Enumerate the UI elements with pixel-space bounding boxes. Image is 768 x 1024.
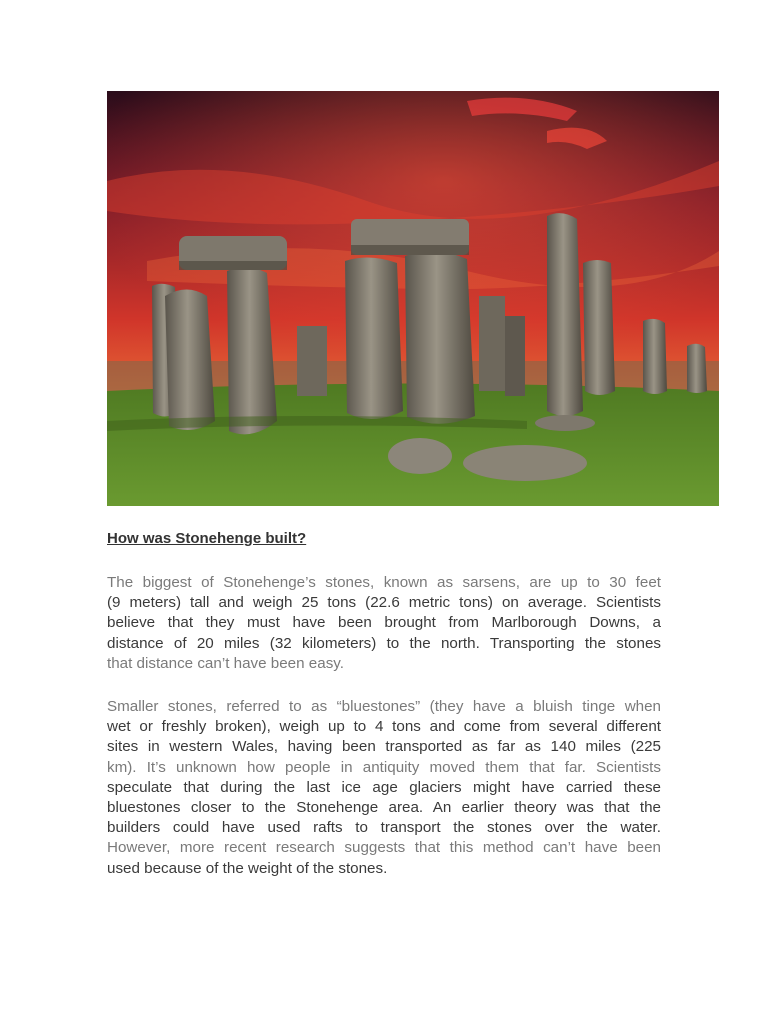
paragraph-line: The biggest of Stonehenge’s stones, known as sarsens, are up to 30 feet	[107, 574, 661, 591]
paragraph-line: km). It’s unknown how people in antiquity moved them that far. Scientists	[107, 758, 661, 776]
paragraph-line: wet or freshly broken), weigh up to 4 tons and come from several different	[107, 718, 661, 736]
paragraph-line: believe that they must have been brought from Marlborough Downs, a	[107, 614, 661, 632]
article-paragraph-1	[107, 573, 661, 674]
paragraph-line: However, more recent research suggests that this method can’t have been	[107, 839, 661, 857]
paragraph-line: bluestones closer to the Stonehenge area. An earlier theory was that the	[107, 799, 661, 817]
paragraph-line: distance of 20 miles (32 kilometers) to the north. Transporting the stones	[107, 634, 661, 652]
paragraph-line: (9 meters) tall and weigh 25 tons (22.6 metric tons) on average. Scientists	[107, 594, 661, 612]
paragraph-line: speculate that during the last ice age glaciers might have carried these	[107, 778, 661, 796]
stonehenge-photo	[107, 91, 719, 506]
paragraph-line: builders could have used rafts to transport the stones over the water.	[107, 819, 661, 837]
paragraph-line: Smaller stones, referred to as “bluestones” (they have a bluish tinge when	[107, 698, 661, 715]
article-paragraph-2	[107, 697, 661, 879]
paragraph-line: used because of the weight of the stones.	[107, 859, 388, 877]
article-heading: How was Stonehenge built?	[107, 530, 307, 547]
paragraph-line: that distance can’t have been easy.	[107, 654, 344, 672]
paragraph-line: sites in western Wales, having been transported as far as 140 miles (225	[107, 738, 661, 756]
